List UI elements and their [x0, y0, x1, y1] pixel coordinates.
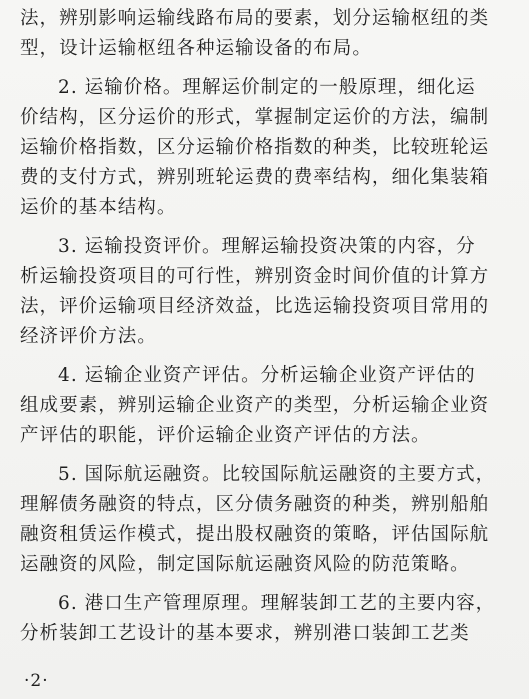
paragraph-transport-price: [20, 73, 509, 223]
text-line: 3. 运输投资评价。理解运输投资决策的内容，分: [58, 236, 476, 257]
text-line: 产评估的职能，评价运输企业资产评估的方法。: [20, 425, 431, 446]
text-line: 运输价格指数，区分运输价格指数的种类，比较班轮运: [20, 137, 490, 158]
text-line: 运价的基本结构。: [20, 197, 177, 218]
paragraph-gap: [20, 352, 509, 361]
text-line: 析运输投资项目的可行性，辨别资金时间价值的计算方: [20, 266, 490, 287]
text-line: 经济评价方法。: [20, 326, 157, 347]
page-number: ·2·: [24, 671, 49, 691]
text-line: 法，辨别影响运输线路布局的要素，划分运输枢纽的类: [20, 8, 490, 29]
paragraph-gap: [20, 580, 509, 589]
text-line: 4. 运输企业资产评估。分析运输企业资产评估的: [58, 365, 476, 386]
text-line: 理解债务融资的特点，区分债务融资的种类，辨别船舶: [20, 494, 490, 515]
text-line: 2. 运输价格。理解运价制定的一般原理，细化运: [58, 77, 476, 98]
text-line: 融资租赁运作模式，提出股权融资的策略，评估国际航: [20, 524, 490, 545]
text-line: 费的支付方式，辨别班轮运费的费率结构，细化集装箱: [20, 167, 490, 188]
text-line: 5. 国际航运融资。比较国际航运融资的主要方式，: [58, 464, 496, 485]
paragraph-gap: [20, 64, 509, 73]
text-line: 组成要素，辨别运输企业资产的类型，分析运输企业资: [20, 395, 490, 416]
paragraph-enterprise-asset-evaluation: [20, 361, 509, 451]
paragraph-port-management: [20, 589, 509, 649]
text-line: 运融资的风险，制定国际航运融资风险的防范策略。: [20, 554, 470, 575]
text-line: 法，评价运输项目经济效益，比选运输投资项目常用的: [20, 296, 490, 317]
paragraph-1-continued: [20, 4, 509, 64]
paragraph-gap: [20, 451, 509, 460]
text-line: 分析装卸工艺设计的基本要求，辨别港口装卸工艺类: [20, 623, 470, 644]
paragraph-gap: [20, 223, 509, 232]
text-line: 型，设计运输枢纽各种运输设备的布局。: [20, 38, 372, 59]
text-line: 6. 港口生产管理原理。理解装卸工艺的主要内容，: [58, 593, 496, 614]
document-body: [20, 4, 509, 649]
paragraph-shipping-finance: [20, 460, 509, 580]
text-line: 价结构，区分运价的形式，掌握制定运价的方法，编制: [20, 107, 490, 128]
paragraph-transport-investment: [20, 232, 509, 352]
